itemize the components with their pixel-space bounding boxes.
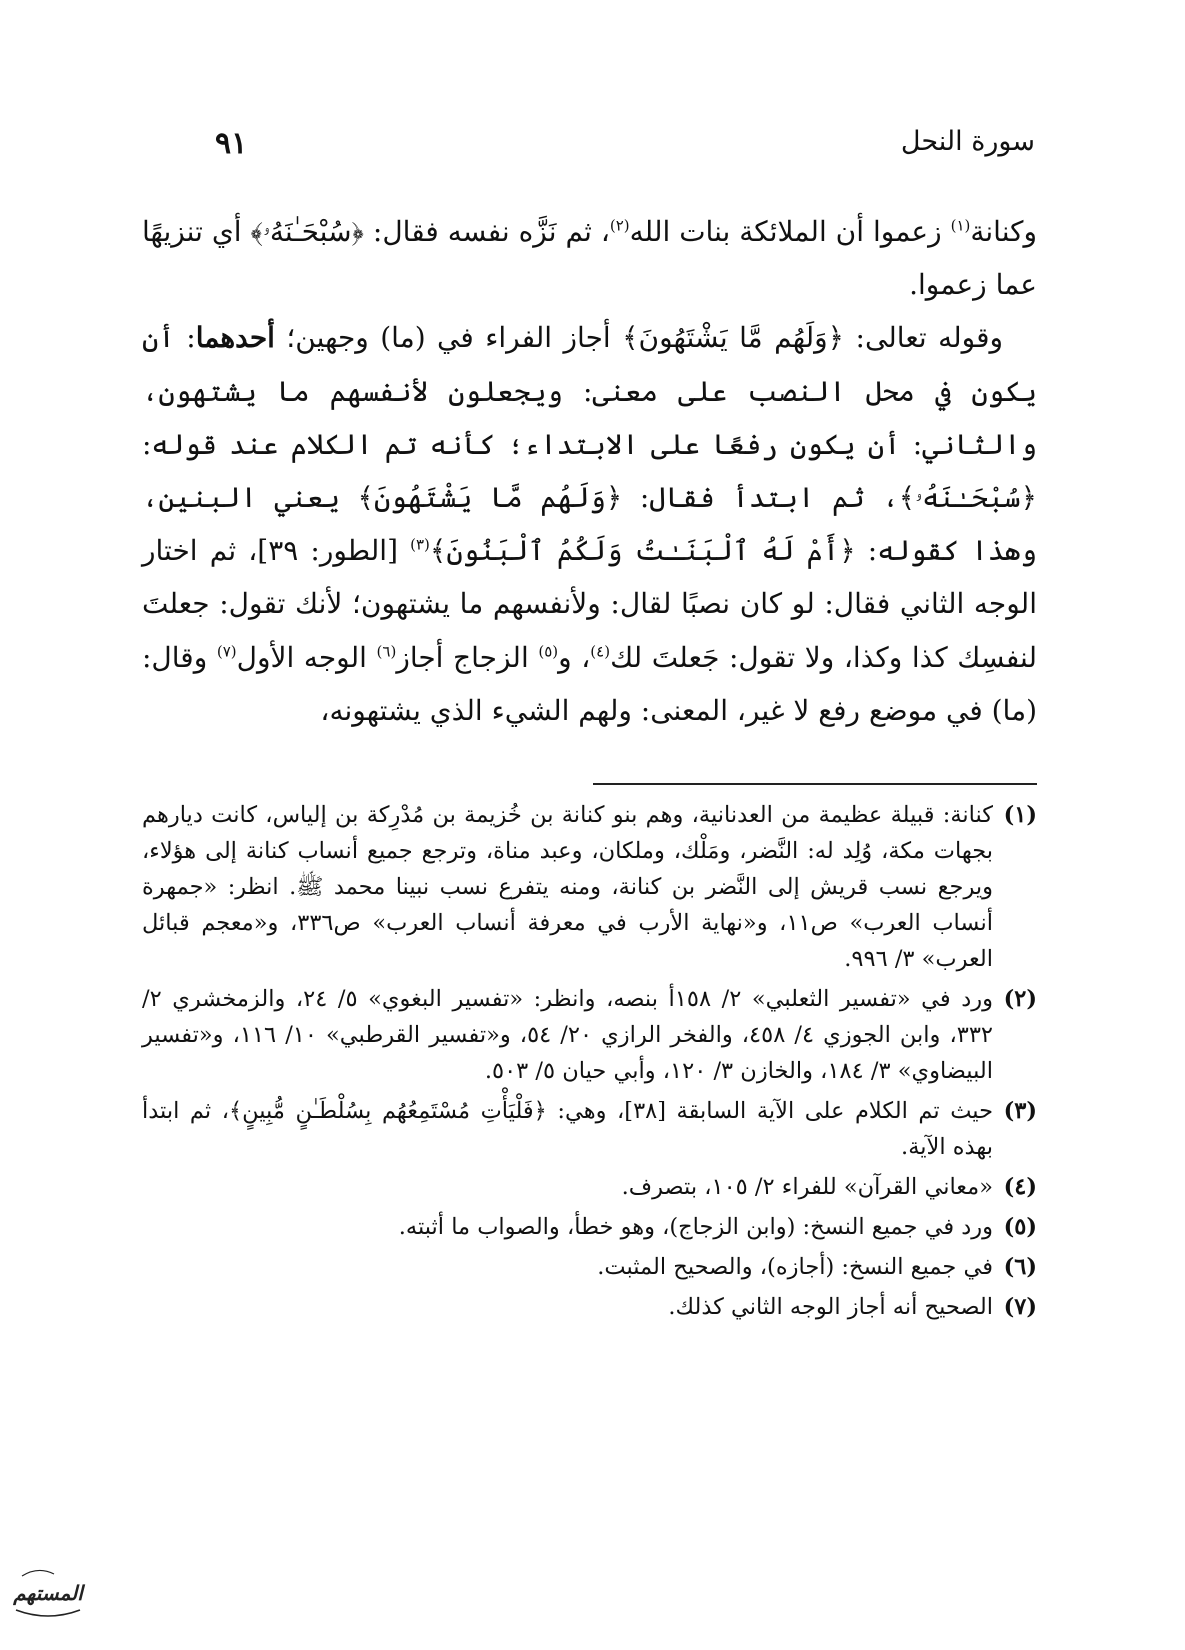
lead-word: أحدهما: [195, 321, 275, 355]
footnote-divider: [593, 783, 1037, 785]
text-run: وكنانة: [970, 215, 1038, 248]
text-run: وقال: (ما) في موضع رفع لا غير، المعنى: ولهم الشيء الذي يشتهونه،: [142, 640, 1037, 727]
footnote-number: (٥): [1003, 1214, 1037, 1240]
footnote: [142, 981, 1037, 1089]
footnote-ref-1: (١): [950, 216, 971, 235]
footnote: [142, 1093, 1037, 1165]
footnote-ref-7: (٧): [216, 642, 237, 661]
text-run: : أن يكون في محل النصب على معنى: ويجعلون لأنفسهم ما يشتهون، والثاني: أن يكون رفعًا على الابتداء؛ كأنه تم الكلام عند قوله: ﴿سُبْحَـٰنَهُۥ﴾، ثم ابتدأ فقال: ﴿وَلَهُم مَّا يَشْتَهُونَ﴾ يعني البنين، وهذا كقوله: ﴿أَمْ لَهُ ٱلْبَنَـٰتُ وَلَكُمُ ٱلْبَنُونَ﴾: [142, 321, 1037, 568]
footnote: [142, 1289, 1037, 1325]
page-header: [215, 118, 1035, 168]
watermark-flourish: [22, 1570, 54, 1576]
footnote: [142, 797, 1037, 977]
footnote-text: «معاني القرآن» للفراء ٢/ ١٠٥، بتصرف.: [621, 1174, 993, 1200]
footnote: [142, 1249, 1037, 1285]
text-run: ، و: [558, 640, 591, 674]
text-run: الزجاج أجاز: [396, 640, 539, 674]
footnote-number: (٦): [1003, 1254, 1037, 1280]
watermark-flourish: [16, 1610, 80, 1616]
footnote-ref-2: (٢): [609, 216, 630, 235]
footnote: [142, 1209, 1037, 1245]
footnote-ref-3: (٣): [410, 535, 430, 554]
text-run: الوجه الأول: [236, 640, 377, 674]
paragraph-1: [142, 205, 1037, 311]
footnotes: [142, 797, 1037, 1329]
paragraph-2: [142, 311, 1037, 737]
footnote-text: ورد في «تفسير الثعلبي» ٢/ ١٥٨أ بنصه، وانظر: «تفسير البغوي» ٥/ ٢٤، والزمخشري ٢/ ٣٣٢، وابن الجوزي ٤/ ٤٥٨، والفخر الرازي ٢٠/ ٥٤، و«تفسير القرطبي» ١٠/ ١١٦، و«تفسير البيضاوي» ٣/ ١٨٤، والخازن ٣/ ١٢٠، وأبي حيان ٥/ ٥٠٣.: [142, 986, 993, 1084]
footnote-number: (٧): [1003, 1294, 1037, 1320]
footnote-number: (٣): [1003, 1098, 1037, 1124]
footnote-number: (٢): [1003, 986, 1037, 1012]
footnote-text: حيث تم الكلام على الآية السابقة [٣٨]، وهي: ﴿فَلْيَأْتِ مُسْتَمِعُهُم بِسُلْطَـٰنٍ مُّبِينٍ﴾، ثم ابتدأ بهذه الآية.: [142, 1098, 993, 1160]
page-number: ٩١: [215, 126, 248, 161]
main-text: [142, 205, 1037, 737]
footnote-text: كنانة: قبيلة عظيمة من العدنانية، وهم بنو كنانة بن خُزيمة بن مُدْرِكة بن إلياس، كانت ديارهم بجهات مكة، وُلِد له: النَّضر، ومَلْك، وملكان، وعبد مناة، وترجع جميع أنساب كنانة إلى هؤلاء، ويرجع نسب قريش إلى النَّضر بن كنانة، ومنه يتفرع نسب نبينا محمد ﷺ. انظر: «جمهرة أنساب العرب» ص١١، و«نهاية الأرب في معرفة أنساب العرب» ص٣٣٦، و«معجم قبائل العرب» ٣/ ٩٩٦.: [142, 802, 994, 972]
footnote-text: في جميع النسخ: (أجازه)، والصحيح المثبت.: [597, 1254, 993, 1280]
footnote-ref-5: (٥): [538, 642, 559, 661]
footnote-ref-4: (٤): [590, 642, 611, 661]
text-run: وقوله تعالى: ﴿وَلَهُم مَّا يَشْتَهُونَ﴾ أجاز الفراء في (ما) وجهين؛: [274, 321, 1003, 355]
text-run: ، ثم نَزَّه نفسه فقال: ﴿سُبْحَـٰنَهُۥ﴾ أي تنزيهًا عما زعموا.: [142, 215, 1037, 302]
text-run: [الطور: ٣٩]، ثم اختار الوجه الثاني فقال: لو كان نصبًا لقال: ولأنفسهم ما يشتهون؛ لأنك تقول: جعلتَ لنفسِك كذا وكذا، ولا تقول: جَعلتَ لك: [142, 534, 1037, 674]
footnote: [142, 1169, 1037, 1205]
footnote-number: (٤): [1003, 1174, 1037, 1200]
text-run: زعموا أن الملائكة بنات الله: [629, 215, 951, 248]
footnote-text: الصحيح أنه أجاز الوجه الثاني كذلك.: [668, 1294, 993, 1320]
footnote-number: (١): [1003, 802, 1037, 828]
watermark-logo: [8, 1552, 88, 1632]
footnote-text: ورد في جميع النسخ: (وابن الزجاج)، وهو خطأ، والصواب ما أثبته.: [398, 1214, 993, 1240]
watermark-text: المستهم: [13, 1581, 83, 1605]
footnote-ref-6: (٦): [376, 642, 397, 661]
surah-title: سورة النحل: [900, 126, 1035, 157]
